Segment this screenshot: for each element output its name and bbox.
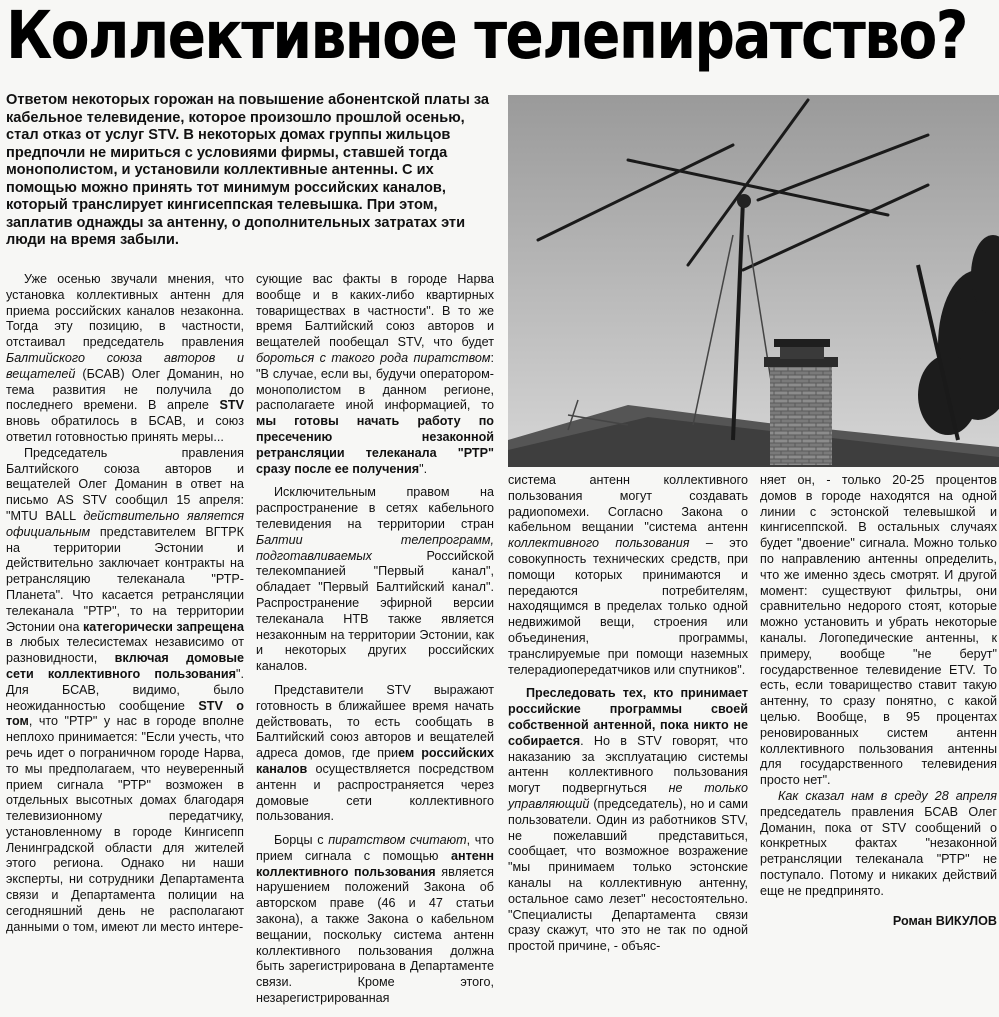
- col4-italic: Как сказал нам в среду 28 апреля: [778, 788, 997, 803]
- col4-text: няет он, - только 20-25 процентов домов в городе находятся на одной линии с эстонской телевышкой и кингисеппской. В остальных случаях будет "двоение" сигнала. Можно только по направлению антенны определить, что же именно здесь смотрят. И другой момент: существуют фильтры, они сравнительно недорого стоят, которые можно установить и убрать некоторые каналы. Логопедические антенны, к примеру, вообще "не берут" государственное телевидение ETV. То есть, если товарищество ставит такую антенну, то сразу понятно, с какой целью. Вообще, в 95 процентах реновированных систем антенн коллективного пользования антенны для государственного телевидения просто нет".: [760, 473, 997, 788]
- col2-italic: пиратством считают: [328, 833, 467, 848]
- antenna-photo: [508, 95, 999, 467]
- col1-text: (БСАВ) Олег Доманин, но тема развития не получила до последнего времени. В апреле: [6, 366, 244, 413]
- author-first-name: Роман: [892, 913, 936, 928]
- col3-text: – это совокупность технических средств, при помощи которых принимаются и передаются потребителям, находящимся в пределах только одной недвижимой вещи, строения или объединения, программы, транслируемые при помощи наземных телерадиопередатчиков или спутников".: [508, 536, 748, 677]
- col2-bold: антенн коллективного пользования: [256, 848, 494, 879]
- col2-text: Борцы с: [274, 833, 329, 848]
- col1-text: Уже осенью звучали мнения, что установка коллективных антенн для приема российских каналов незаконна. Тогда эту позицию, в частности, отстаивал председатель правления: [6, 272, 244, 350]
- col2-text: Российской телекомпанией "Первый канал", обладает "Первый Балтийский канал". Распространение эфирной версии телеканала НТВ также является незаконным на территории Эстонии, как и некоторых других российских каналов.: [256, 548, 494, 674]
- col2-text: является нарушением положений Закона об авторском праве (46 и 47 статьи закона), а также Закона о кабельном вещании, поскольку система антенн коллективного пользования должна быть зарегистрирована в Департаменте связи. Кроме этого, незарегистрированная: [256, 864, 494, 1006]
- col2-italic: бороться с такого рода пиратством: [256, 350, 491, 365]
- col2-text: Представители STV выражают готовность в ближайшее время начать действовать, то есть сообщать в Балтийский союз авторов и вещателей адреса домов, где при: [256, 682, 494, 761]
- col2-text: , что прием сигнала с помощью: [256, 833, 494, 863]
- col1-bold: категорически запрещена: [82, 619, 244, 634]
- col1-text: Председатель правления Балтийского союза авторов и вещателей Олег Доманин в ответ на письмо AS STV сообщил 15 апреля: "MTU BALL: [6, 445, 244, 523]
- col4-text: председатель правления БСАВ Олег Доманин, пока от STV сообщений о конкретных фактах "незаконной ретрансляции телеканала "РТР" не поступало. Потому и никаких действий еще не предпринято.: [760, 804, 997, 898]
- author-signature: [760, 914, 997, 930]
- col2-bold: ем российских каналов: [256, 746, 494, 776]
- col3-italic: коллективного пользования: [508, 536, 690, 551]
- col1-text: в любых телесистемах независимо от разновидности,: [6, 635, 244, 666]
- col2-text: сующие вас факты в городе Нарва вообще и в каких-либо квартирных товариществах в частности". В то же время Балтийский союз авторов и вещателей пообещал STV, что будет: [256, 272, 494, 350]
- col1-text: представителем ВГТРК на территории Эстонии и действительно заключает контракты на ретрансляцию телеканала "РТР-Планета". Что касается ретрансляции телеканала "РТР", то на территории Эстонии она: [6, 524, 244, 634]
- headline: Коллективное телепиратство?: [6, 0, 967, 74]
- col3-text: (председатель), но и сами пользователи. Один из работников STV, не пожелавший представиться, сообщает, что возможное возражение "мы принимаем только эстонские каналы на коллективную антенну, остальное само лезет" несостоятельно. "Специалисты Департамента связи сразу скажут, что это не так по одной простой причине, - объяс-: [508, 796, 748, 954]
- col2-italic: Балтии телепрограмм, подготавливаемых: [256, 532, 494, 563]
- antenna-photo-image: [508, 95, 999, 467]
- col2-text: Исключительным правом на распространение в сетях кабельного телевидения на территории стран: [256, 485, 494, 531]
- col1-text: , что "РТР" у нас в городе вполне неплохо принимается: "Если учесть, что речь идет о пограничном городе Нарва, то мы предполагаем, что неуверенный прием сигнала "РТР" возможен в отдельных высотных домах благодаря телевизионному передатчику, установленному в городе Кингисепп Ленинградской области для жителей этого региона. Однако ни наши эксперты, ни сотрудники Департамента связи и Департамента полиции на сегодняшний день не располагают данными о том, имеют ли место интере-: [6, 714, 244, 934]
- col2-text: осуществляется посредством антенн и распространяется через домовые сети коллективного пользования.: [256, 761, 494, 824]
- col3-bold: Преследовать тех, кто принимает российские программы своей собственной антенной, пока никто не собирается: [508, 686, 748, 748]
- col1-bold: STV о том: [6, 698, 244, 729]
- lead-paragraph: Ответом некоторых горожан на повышение абонентской платы за кабельное телевидение, которое произошло прошлой осенью, стал отказ от услуг STV. В некоторых домах группы жильцов предпочли не мириться с условиями фирмы, ставшей тогда монополистом, и установили коллективные антенны. С их помощью можно принять тот минимум российских каналов, который транслирует кингисеппская телевышка. При этом, заплатив однажды за антенну, о дополнительных затратах эти люди на время забыли.: [6, 92, 490, 248]
- article-column-1: [6, 272, 244, 935]
- col1-italic: Балтийского союза авторов и вещателей: [6, 350, 244, 381]
- col3-italic: не только управляющий: [508, 781, 748, 811]
- col1-bold: STV: [219, 398, 244, 413]
- article-column-3: [508, 473, 748, 955]
- article-column-4: [760, 473, 997, 929]
- author-last-name: ВИКУЛОВ: [935, 913, 997, 928]
- col1-text: вновь обратилось в БСАВ, и союз ответил готовностью принять меры...: [6, 414, 244, 444]
- col2-text: : "В случае, если вы, будучи оператором-монополистом в данном регионе, располагаете иной информацией, то: [256, 350, 494, 413]
- col1-italic: действительно является официальным: [6, 508, 244, 539]
- col2-bold: мы готовы начать работу по пресечению незаконной ретрансляции телеканала "РТР" сразу после ее получения: [256, 414, 494, 476]
- article-column-2: [256, 272, 494, 1007]
- col3-text: система антенн коллективного пользования могут создавать радиопомехи. Согласно Закона о кабельном вещании "система антенн: [508, 473, 748, 535]
- col1-bold: включая домовые сети коллективного пользования: [6, 651, 244, 681]
- col2-text: ".: [419, 461, 428, 476]
- col3-text: . Но в STV говорят, что наказанию за эксплуатацию системы антенн коллективного пользования могут подвергнуться: [508, 733, 748, 796]
- col1-text: ". Для БСАВ, видимо, было неожиданностью сообщение: [6, 666, 244, 713]
